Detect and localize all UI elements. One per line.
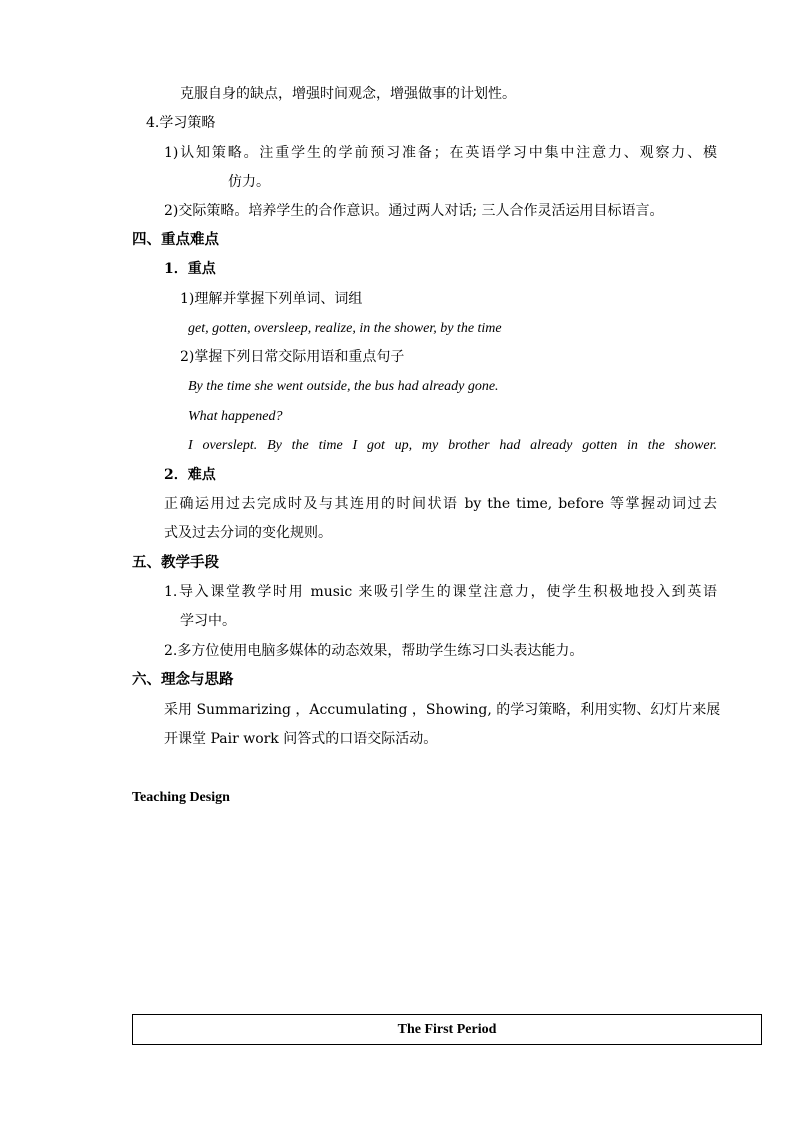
subheading-key: 1．重点 [164,261,216,277]
philosophy-text-wrap: 开课堂 Pair work 问答式的口语交际活动。 [164,731,438,747]
item-learning-strategy: 4.学习策略 [146,115,216,131]
difficult-text-wrap: 式及过去分词的变化规则。 [164,525,332,541]
strategy-cognitive: 1)认知策略。注重学生的学前预习准备；在英语学习中集中注意力、观察力、模 [164,145,717,161]
strategy-communicative: 2)交际策略。培养学生的合作意识。通过两人对话; 三人合作灵活运用目标语言。 [164,203,664,219]
key-sentence-2: What happened? [188,409,283,424]
key-sentence-3: I overslept. By the time I got up, my brother had already gotten in the shower. [188,438,717,453]
section-heading-teaching-means: 五、教学手段 [132,554,219,571]
means-item-1-wrap: 学习中。 [180,613,236,629]
philosophy-text: 采用 Summarizing ，Accumulating ，Showing, 的学习策略，利用实物、幻灯片来展 [164,702,721,718]
period-table-header [132,1014,762,1045]
section-heading-philosophy: 六、理念与思路 [132,671,234,688]
key-item-1: 1)理解并掌握下列单词、词组 [180,291,363,307]
means-item-2: 2.多方位使用电脑多媒体的动态效果，帮助学生练习口头表达能力。 [164,643,584,659]
difficult-text: 正确运用过去完成时及与其连用的时间状语 by the time, before 等掌握动词过去 [164,496,717,512]
section-heading-key-points: 四、重点难点 [132,231,219,248]
key-item-2: 2)掌握下列日常交际用语和重点句子 [180,349,405,365]
vocabulary-list: get, gotten, oversleep, realize, in the shower, by the time [188,321,502,336]
subheading-difficult: 2．难点 [164,467,216,483]
strategy-cognitive-wrap: 仿力。 [228,174,270,190]
means-item-1: 1.导入课堂教学时用 music 来吸引学生的课堂注意力，使学生积极地投入到英语 [164,584,717,600]
paragraph-continuation: 克服自身的缺点，增强时间观念，增强做事的计划性。 [180,86,516,102]
teaching-design-heading: Teaching Design [132,790,230,805]
key-sentence-1: By the time she went outside, the bus had already gone. [188,379,499,394]
period-title: The First Period [397,1022,497,1037]
